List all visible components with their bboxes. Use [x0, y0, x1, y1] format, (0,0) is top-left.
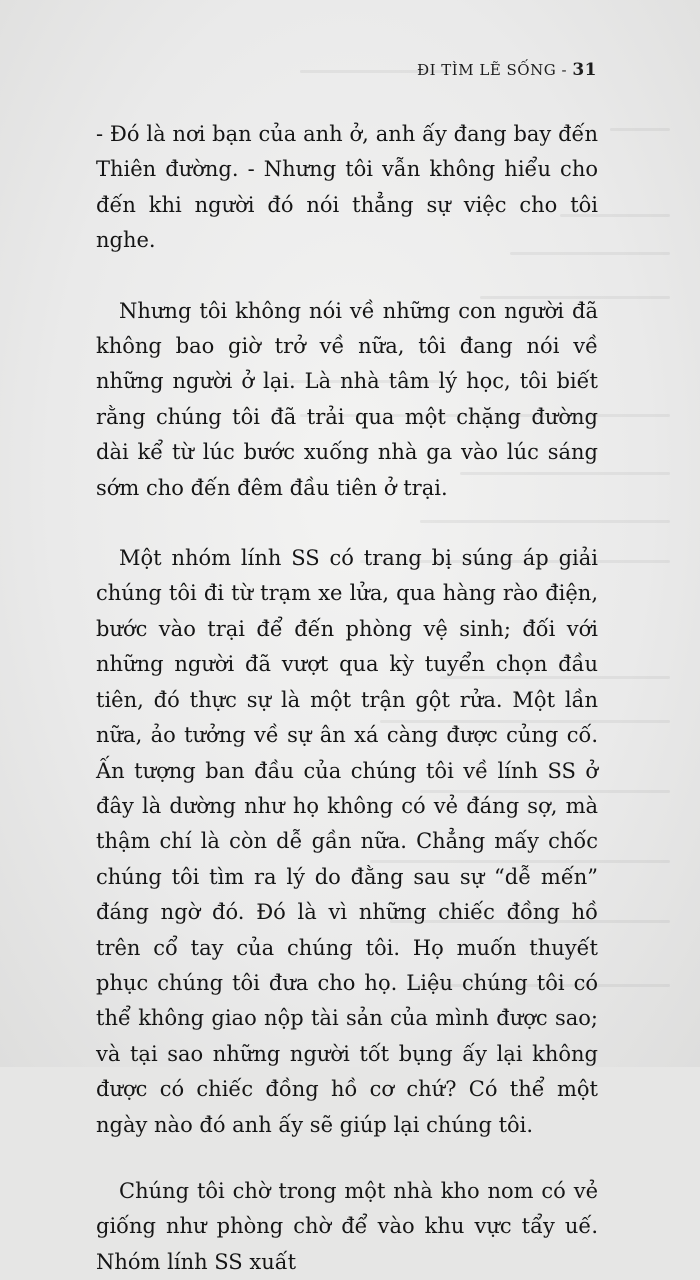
- page-number: 31: [572, 60, 597, 80]
- running-title: ĐI TÌM LẼ SỐNG: [417, 61, 557, 79]
- header-separator: -: [556, 61, 573, 79]
- paragraph-1: - Đó là nơi bạn của anh ở, anh ấy đang bay đến Thiên đường. - Nhưng tôi vẫn không hiểu cho đến khi người đó nói thẳng sự việc cho tôi nghe.: [96, 122, 598, 253]
- paragraph-4: Chúng tôi chờ trong một nhà kho nom có vẻ giống như phòng chờ để vào khu vực tẩy uế. Nhóm lính SS xuất: [96, 1178, 598, 1274]
- paragraph-3: Một nhóm lính SS có trang bị súng áp giải chúng tôi đi từ trạm xe lửa, qua hàng rào điện, bước vào trại để đến phòng vệ sinh; đối với những người đã vượt qua kỳ tuyển chọn đầu tiên, đó thực sự là một trận gột rửa. Một lần nữa, ảo tưởng về sự ân xá càng được củng cố. Ấn tượng ban đầu của chúng tôi về lính SS ở đây là dường như họ không có vẻ đáng sợ, mà thậm chí là còn dễ gần nữa. Chẳng mấy chốc chúng tôi tìm ra lý do đằng sau sự “dễ mến” đáng ngờ đó. Đó là vì những chiếc đồng hồ trên cổ tay của chúng tôi. Họ muốn thuyết phục chúng tôi đưa cho họ. Liệu chúng tôi có thể không giao nộp tài sản của mình được sao; và tại sao những người tốt bụng ấy lại không được có chiếc đồng hồ cơ chứ? Có thể một ngày nào đó anh ấy sẽ giúp lại chúng tôi.: [96, 546, 598, 1137]
- body-text: [96, 117, 598, 1280]
- running-header: [417, 60, 597, 80]
- paragraph-2: Nhưng tôi không nói về những con người đã không bao giờ trở về nữa, tôi đang nói về những người ở lại. Là nhà tâm lý học, tôi biết rằng chúng tôi đã trải qua một chặng đường dài kể từ lúc bước xuống nhà ga vào lúc sáng sớm cho đến đêm đầu tiên ở trại.: [96, 298, 598, 500]
